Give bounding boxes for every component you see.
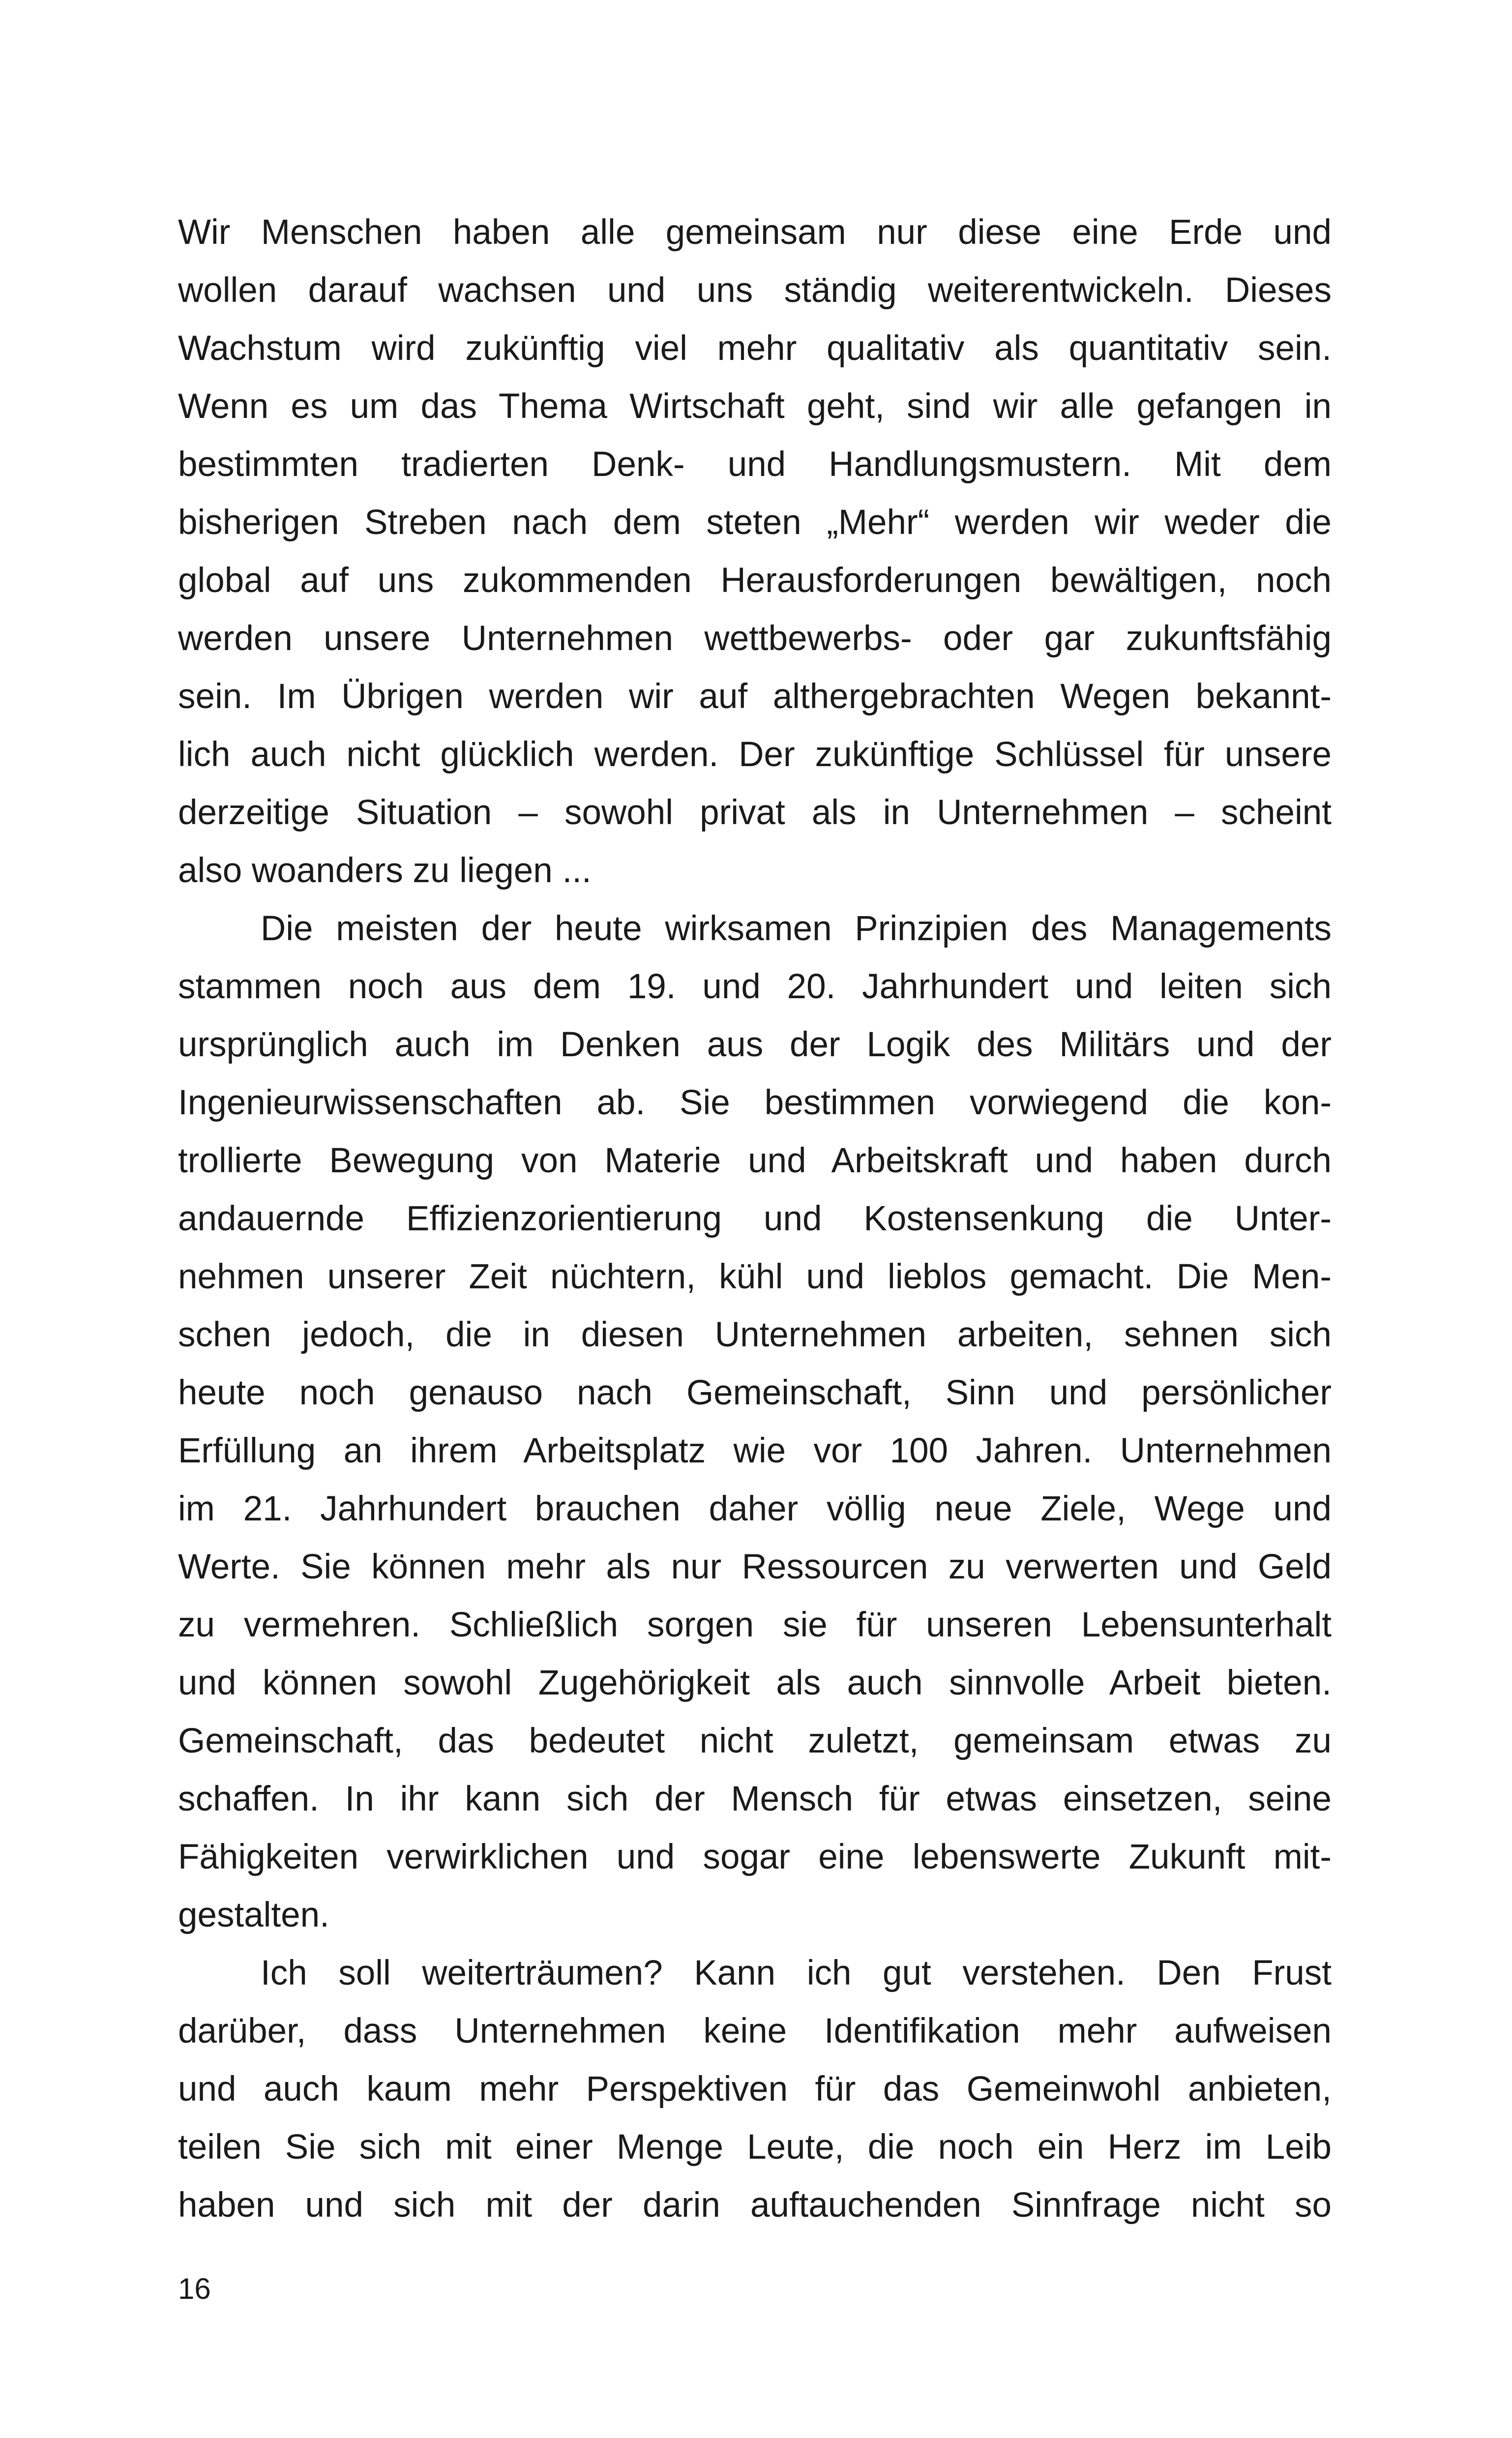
text-line: Wir Menschen haben alle gemeinsam nur diese eine Erde und xyxy=(178,213,1332,252)
text-line: darüber, dass Unternehmen keine Identifikation mehr aufweisen xyxy=(178,2012,1332,2051)
text-line: lich auch nicht glücklich werden. Der zukünftige Schlüssel für unsere xyxy=(178,735,1332,774)
text-line: bisherigen Streben nach dem steten „Mehr“ werden wir weder die xyxy=(178,503,1332,542)
text-line: derzeitige Situation – sowohl privat als in Unternehmen – scheint xyxy=(178,793,1332,832)
text-line: Werte. Sie können mehr als nur Ressourcen zu verwerten und Geld xyxy=(178,1547,1332,1586)
text-line: also woanders zu liegen ... xyxy=(178,851,592,890)
text-line: ursprünglich auch im Denken aus der Logik des Militärs und der xyxy=(178,1025,1332,1064)
text-line: zu vermehren. Schließlich sorgen sie für unseren Lebensunterhalt xyxy=(178,1606,1332,1644)
text-line: Fähigkeiten verwirklichen und sogar eine lebenswerte Zukunft mit- xyxy=(178,1838,1332,1876)
text-line: Gemeinschaft, das bedeutet nicht zuletzt, gemeinsam etwas zu xyxy=(178,1722,1332,1760)
text-line: schen jedoch, die in diesen Unternehmen arbeiten, sehnen sich xyxy=(178,1315,1332,1354)
text-line: gestalten. xyxy=(178,1896,329,1934)
text-line: und können sowohl Zugehörigkeit als auch sinnvolle Arbeit bieten. xyxy=(178,1664,1332,1702)
text-line: global auf uns zukommenden Herausforderungen bewältigen, noch xyxy=(178,561,1332,600)
body-text xyxy=(178,204,1332,2234)
text-line: wollen darauf wachsen und uns ständig weiterentwickeln. Dieses xyxy=(178,271,1332,310)
text-line: nehmen unserer Zeit nüchtern, kühl und lieblos gemacht. Die Men- xyxy=(178,1257,1332,1296)
paragraph-first-line: Ich soll weiterträumen? Kann ich gut verstehen. Den Frust xyxy=(261,1954,1332,1992)
paragraph-first-line: Die meisten der heute wirksamen Prinzipien des Managements xyxy=(261,909,1332,948)
text-line: Ingenieurwissenschaften ab. Sie bestimmen vorwiegend die kon- xyxy=(178,1083,1332,1122)
text-line: werden unsere Unternehmen wettbewerbs- oder gar zukunftsfähig xyxy=(178,619,1332,658)
page-number: 16 xyxy=(178,2272,211,2305)
text-line: im 21. Jahrhundert brauchen daher völlig neue Ziele, Wege und xyxy=(178,1489,1332,1528)
text-line: Wachstum wird zukünftig viel mehr qualitativ als quantitativ sein. xyxy=(178,329,1332,368)
text-line: sein. Im Übrigen werden wir auf althergebrachten Wegen bekannt- xyxy=(178,677,1332,716)
text-line: Erfüllung an ihrem Arbeitsplatz wie vor 100 Jahren. Unternehmen xyxy=(178,1431,1332,1470)
text-line: und auch kaum mehr Perspektiven für das Gemeinwohl anbieten, xyxy=(178,2070,1332,2109)
text-line: haben und sich mit der darin auftauchenden Sinnfrage nicht so xyxy=(178,2186,1332,2225)
text-line: Wenn es um das Thema Wirtschaft geht, sind wir alle gefangen in xyxy=(178,387,1332,426)
text-line: teilen Sie sich mit einer Menge Leute, die noch ein Herz im Leib xyxy=(178,2128,1332,2167)
text-line: bestimmten tradierten Denk- und Handlungsmustern. Mit dem xyxy=(178,445,1332,484)
text-line: schaffen. In ihr kann sich der Mensch für etwas einsetzen, seine xyxy=(178,1780,1332,1818)
text-line: stammen noch aus dem 19. und 20. Jahrhundert und leiten sich xyxy=(178,967,1332,1006)
text-line: andauernde Effizienzorientierung und Kostensenkung die Unter- xyxy=(178,1199,1332,1238)
text-line: trollierte Bewegung von Materie und Arbeitskraft und haben durch xyxy=(178,1141,1332,1180)
text-line: heute noch genauso nach Gemeinschaft, Sinn und persönlicher xyxy=(178,1373,1332,1412)
